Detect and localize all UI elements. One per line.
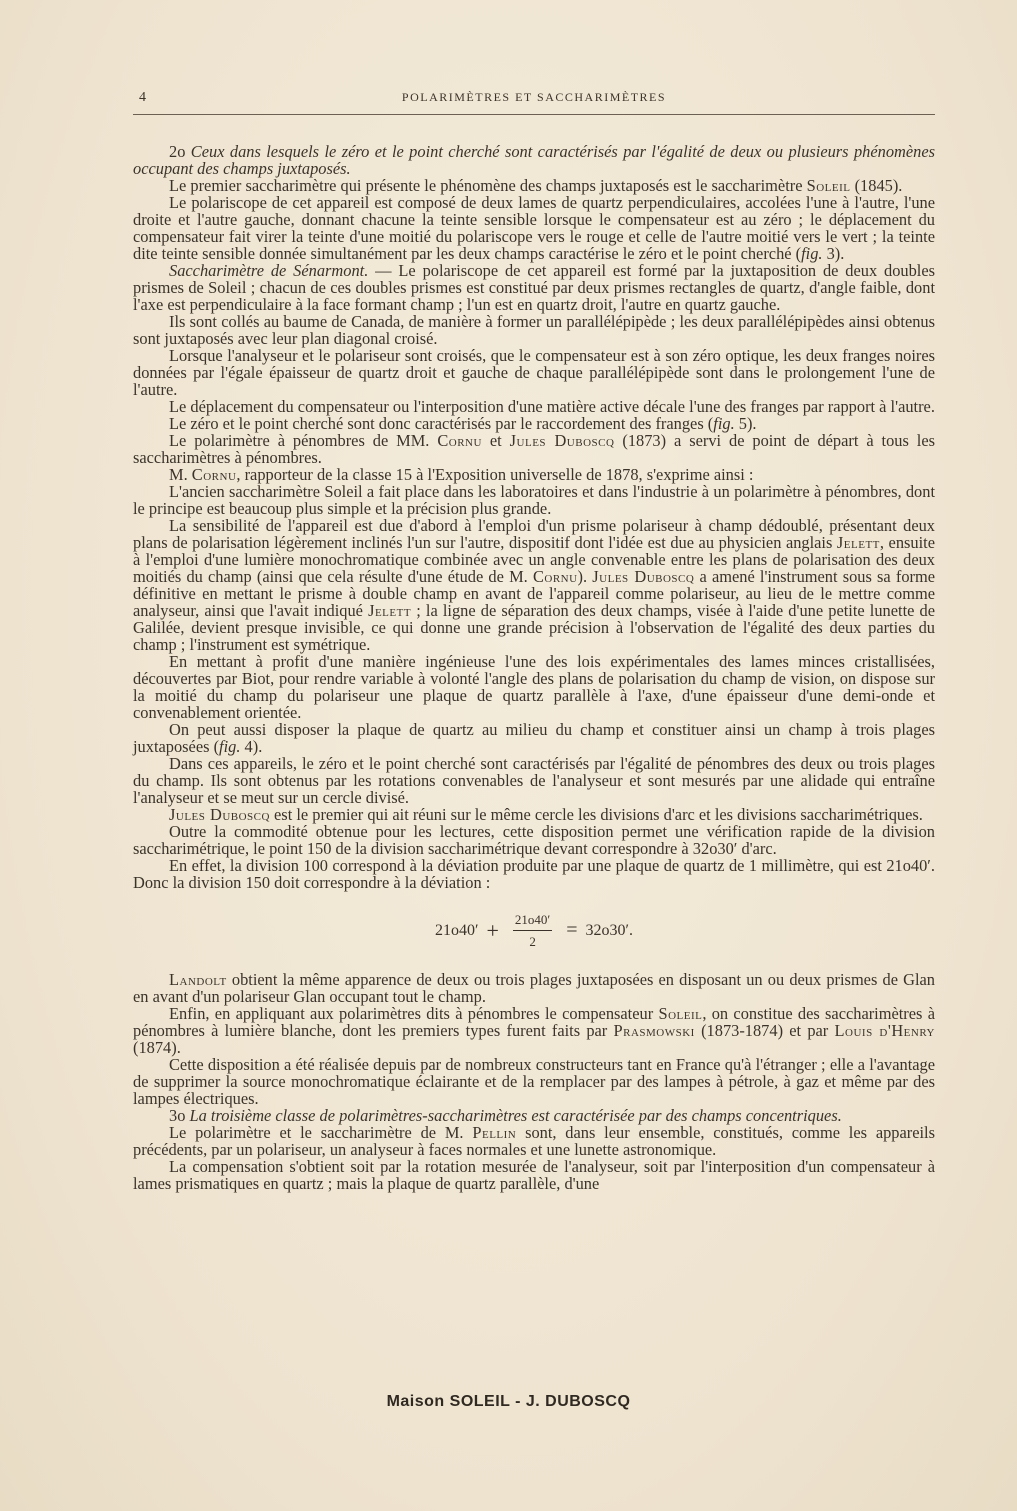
paragraph — [133, 432, 935, 466]
paragraph — [133, 1124, 935, 1158]
text: Le zéro et le point cherché sont donc caractérisés par le raccordement des franges ( — [169, 414, 714, 433]
text: , rapporteur de la classe 15 à l'Exposition universelle de 1878, s'exprime ainsi : — [236, 465, 754, 484]
text: Jules Duboscq — [592, 567, 695, 586]
paragraph — [133, 415, 935, 432]
page-header — [133, 90, 935, 110]
paragraph — [133, 1005, 935, 1056]
text: 4). — [240, 737, 263, 756]
text: et — [481, 431, 510, 450]
text: Jelett — [368, 601, 412, 620]
formula-equals: = — [566, 918, 578, 941]
paragraph: En mettant à profit d'une manière ingénieuse l'une des lois expérimentales des lames minces cristallisées, découvertes par Biot, pour rendre variable à volonté l'angle des plans de polarisation du champ de vision, on dispose sur la moitié du champ du polariseur une plaque de quartz parallèle à l'axe, d'une épaisseur d'une demi-onde et convenablement orientée. — [133, 652, 935, 722]
text: Enfin, en appliquant aux polarimètres dits à pénombres le compensateur — [169, 1004, 659, 1023]
paragraph — [133, 143, 935, 177]
header-rule — [133, 114, 935, 115]
paragraph — [133, 721, 935, 755]
text: Cornu — [532, 567, 578, 586]
text: Prasmowski — [613, 1021, 695, 1040]
text: Soleil — [658, 1004, 703, 1023]
formula-result: 32o30′. — [585, 921, 634, 939]
text: Le premier saccharimètre qui présente le phénomène des champs juxtaposés est le saccharimètre — [169, 176, 807, 195]
text: Saccharimètre de Sénarmont. — [169, 261, 369, 280]
text: — Le polariscope de cet appareil est formé par la juxtaposition de deux doubles prismes de Soleil ; chacun de ces doubles prismes est constitué par deux prismes rectangles de quartz, d'angle faible, dont l'axe est perpendiculaire à la face formant champ ; l'un est en quartz droit, l'autre en quartz gauche. — [133, 261, 935, 314]
text: Cornu — [191, 465, 237, 484]
body-text — [133, 143, 935, 1192]
paragraph — [133, 806, 935, 823]
paragraph: Lorsque l'analyseur et le polariseur sont croisés, que le compensateur est à son zéro optique, les deux franges noires données par l'égale épaisseur de quartz droit et gauche de chaque parallélépipède sont dans le prolongement l'une de l'autre. — [133, 346, 935, 399]
text: Jules Duboscq — [509, 431, 615, 450]
text: Landolt — [169, 970, 227, 989]
text: sont, dans leur ensemble, constitués, comme les appareils précédents, par un polariseur, un analyseur à faces normales et une lunette astronomique. — [133, 1123, 935, 1159]
formula-denominator: 2 — [529, 933, 536, 949]
page-number: 4 — [139, 90, 148, 105]
text: On peut aussi disposer la plaque de quartz au milieu du champ et constituer ainsi un champ à trois plages juxtaposées ( — [133, 720, 935, 756]
paragraph — [133, 194, 935, 262]
paragraph: Outre la commodité obtenue pour les lectures, cette disposition permet une vérification rapide de la division saccharimétrique, le point 150 de la division saccharimétrique devant correspondre à 32o30′ d'arc. — [133, 822, 935, 858]
paragraph — [133, 971, 935, 1005]
text: M. — [169, 465, 192, 484]
formula — [133, 901, 935, 959]
text: 5). — [734, 414, 757, 433]
text: Louis d'Henry — [834, 1021, 935, 1040]
formula-numerator: 21o40′ — [513, 911, 552, 931]
text: obtient la même apparence de deux ou trois plages juxtaposées en disposant un ou deux prismes de Glan en avant d'un polariseur Glan occupant tout le champ. — [133, 970, 935, 1006]
paragraph: Cette disposition a été réalisée depuis par de nombreux constructeurs tant en France qu'à l'étranger ; elle a l'avantage de supprimer la source monochromatique éclairante et de la remplacer par des lampes à pétrole, à gaz et même par des lampes électriques. — [133, 1055, 935, 1108]
text: 3). — [822, 244, 845, 263]
text: Le polarimètre à pénombres de MM. — [169, 431, 438, 450]
text: Jelett — [836, 533, 880, 552]
text: 2o — [169, 142, 191, 161]
paragraph — [133, 177, 935, 194]
text: Le polariscope de cet appareil est composé de deux lames de quartz perpendiculaires, accolées l'une à l'autre, l'une droite et l'autre gauche, donnant chacune la teinte sensible lorsque le compensateur est au zéro ; le déplacement du compensateur fait virer la teinte d'une moitié du polariscope vers le rouge et celle de l'autre moitié vers le vert ; la teinte dite teinte sensible donnée simultanément par les deux champs caractérise le zéro et le point cherché ( — [133, 193, 935, 263]
running-title: POLARIMÈTRES ET SACCHARIMÈTRES — [401, 90, 667, 104]
text: (1874). — [133, 1038, 181, 1057]
text: ). — [577, 567, 593, 586]
text: La troisième classe de polarimètres-saccharimètres est caractérisée par des champs concentriques. — [189, 1106, 842, 1125]
paragraph — [133, 517, 935, 653]
formula-fraction — [513, 911, 552, 950]
paragraph: L'ancien saccharimètre Soleil a fait place dans les laboratoires et dans l'industrie à un polarimètre à pénombres, dont le principe est beaucoup plus simple et la précision plus grande. — [133, 482, 935, 518]
text: Ceux dans lesquels le zéro et le point cherché sont caractérisés par l'égalité de deux ou plusieurs phénomènes occupant des champs juxtaposés. — [133, 142, 935, 178]
text: La sensibilité de l'appareil est due d'abord à l'emploi d'un prisme polariseur à champ dédoublé, présentant deux plans de polarisation légèrement inclinés l'un sur l'autre, dispositif dont l'idée est due au physicien anglais — [133, 516, 935, 552]
text: Cornu — [437, 431, 482, 450]
paragraph — [133, 466, 935, 483]
paragraph — [133, 1107, 935, 1124]
paragraph: Le déplacement du compensateur ou l'interposition d'une matière active décale l'une des franges par rapport à l'autre. — [169, 397, 935, 416]
text: a amené l'instrument sous sa forme définitive en mettant le prisme à double champ en avant de l'appareil comme polariseur, au lieu de le mettre comme analyseur, ainsi que l'avait indiqué — [133, 567, 936, 620]
text: fig. — [801, 244, 823, 263]
paragraph — [133, 262, 935, 313]
text: Le polarimètre et le saccharimètre de M. — [169, 1123, 473, 1142]
footer-imprint: Maison SOLEIL - J. DUBOSCQ — [386, 1393, 631, 1410]
formula-plus: + — [486, 917, 499, 943]
paragraph: Ils sont collés au baume de Canada, de manière à former un parallélépipède ; les deux parallélépipèdes ainsi obtenus sont juxtaposés avec leur plan diagonal croisé. — [133, 312, 935, 348]
formula-left: 21o40′ — [434, 921, 479, 939]
paragraph: Dans ces appareils, le zéro et le point cherché sont caractérisés par l'égalité de pénombres des deux ou trois plages du champ. Ils sont obtenus par les rotations convenables de l'analyseur et sont mesurés par une alidade qui entraîne l'analyseur et se meut sur un cercle divisé. — [133, 754, 935, 807]
text: (1873) a servi de point de départ à tous les saccharimètres à pénombres. — [133, 431, 936, 467]
text: , on constitue des saccharimètres à pénombres à lumière blanche, dont les premiers types furent faits par — [133, 1004, 935, 1040]
text: fig. — [219, 737, 241, 756]
paragraph: La compensation s'obtient soit par la rotation mesurée de l'analyseur, soit par l'interposition d'un compensateur à lames prismatiques en quartz ; mais la plaque de quartz parallèle, d'une — [133, 1157, 935, 1193]
text: est le premier qui ait réuni sur le même cercle les divisions d'arc et les divisions saccharimétriques. — [269, 805, 923, 824]
text: Pellin — [472, 1123, 517, 1142]
text: ; la ligne de séparation des deux champs, visée à l'aide d'une petite lunette de Galilée, devient presque invisible, ce qui donne une grande précision à l'observation de l'égalité des deux parties du champ ; l'instrument est symétrique. — [133, 601, 935, 654]
text: 3o — [169, 1106, 190, 1125]
text: Jules Duboscq — [169, 805, 270, 824]
text: Soleil — [806, 176, 851, 195]
paragraph: En effet, la division 100 correspond à la déviation produite par une plaque de quartz de 1 millimètre, qui est 21o40′. Donc la division 150 doit correspondre à la déviation : — [133, 856, 935, 892]
text: fig. — [713, 414, 735, 433]
text: , ensuite à l'emploi d'une lumière monochromatique combinée avec un angle convenable entre les plans de polarisation des deux moitiés du champ (ainsi que cela résulte d'une étude de M. — [133, 533, 935, 586]
text: (1873-1874) et par — [694, 1021, 835, 1040]
text: (1845). — [850, 176, 903, 195]
